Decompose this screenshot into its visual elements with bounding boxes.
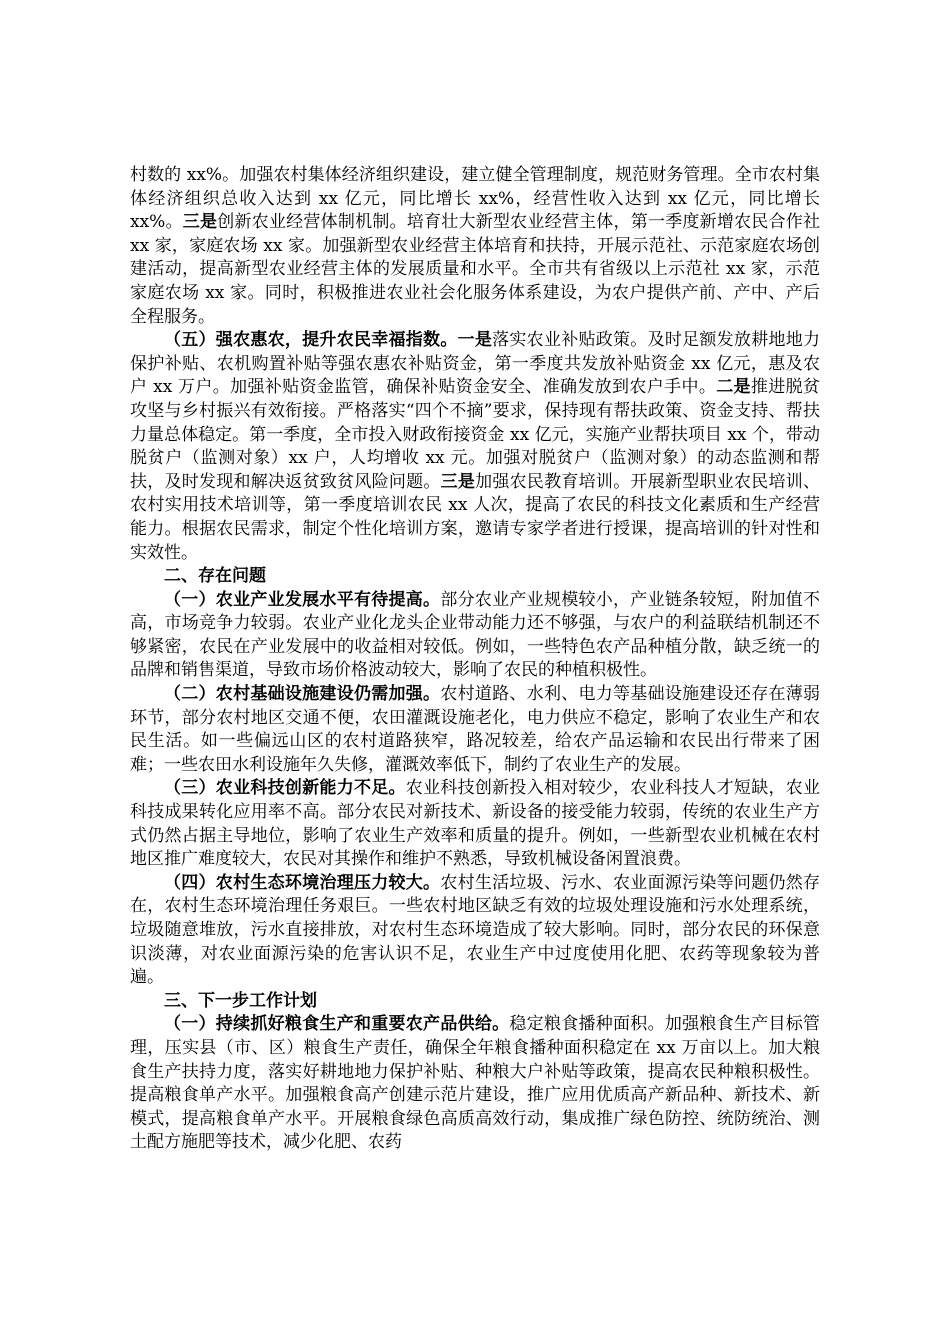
bold-marker: 三是 [182, 212, 218, 233]
paragraph-text: 农村道路、水利、电力等基础设施建设还存在薄弱环节，部分农村地区交通不便，农田灌溉设施老化，电力供应不稳定，影响了农业生产和农民生活。如一些偏远山区的农村道路狭窄，路况较差，给农产品运输和农民出行带来了困难；一些农田水利设施年久失修，灌溉效率低下，制约了农业生产的发展。 [130, 684, 821, 775]
paragraph-ecology [130, 872, 820, 990]
paragraph-collective-economy [130, 164, 820, 329]
paragraph-tech-innovation [130, 777, 820, 871]
paragraph-text: 部分农业产业规模较小，产业链条较短，附加值不高，市场竞争力较弱。农业产业化龙头企业带动能力还不够强，与农户的利益联结机制还不够紧密，农民在产业发展中的收益相对较低。例如，一些特色农产品种植分散，缺乏统一的品牌和销售渠道，导致市场价格波动较大，影响了农民的种植积极性。 [130, 589, 821, 681]
section-heading-next-plan: 三、下一步工作计划 [164, 990, 317, 1011]
bold-marker: 一是 [457, 330, 493, 351]
paragraph-text: 加强农民教育培训。开展新型职业农民培训、农村实用技术培训等，第一季度培训农民 xx 人次，提高了农民的科技文化素质和生产经营能力。根据农民需求，制定个性化培训方案，邀请专家学者进行授课，提高培训的针对性和实效性。 [130, 471, 821, 563]
section-heading-problems: 二、存在问题 [164, 566, 266, 587]
paragraph-text: 推进脱贫攻坚与乡村振兴有效衔接。严格落实“四个不摘”要求，保持现有帮扶政策、资金支持、帮扶力量总体稳定。第一季度，全市投入财政衔接资金 xx 亿元，实施产业帮扶项目 xx 个，带动脱贫户（监测对象）xx 户，人均增收 xx 元。加强对脱贫户（监测对象）的动态监测和帮扶，及时发现和解决返贫致贫风险问题。 [130, 377, 820, 492]
paragraph-infrastructure [130, 683, 820, 777]
subsection-heading: （二）农村基础设施建设仍需加强。 [164, 684, 441, 705]
paragraph-text: 村数的 xx%。加强农村集体经济组织建设，建立健全管理制度，规范财务管理。全市农村集体经济组织总收入达到 xx 亿元，同比增长 xx%，经营性收入达到 xx 亿元，同比增长 xx%。 [130, 165, 820, 233]
subsection-heading: （一）持续抓好粮食生产和重要农产品供给。 [164, 1014, 510, 1035]
document-page [130, 164, 820, 1155]
paragraph-text: 创新农业经营体制机制。培育壮大新型农业经营主体，第一季度新增农民合作社 xx 家，家庭农场 xx 家。加强新型农业经营主体培育和扶持，开展示范社、示范家庭农场创建活动，提高新型农业经营主体的发展质量和水平。全市共有省级以上示范社 xx 家，示范家庭农场 xx 家。同时，积极推进农业社会化服务体系建设，为农户提供产前、产中、产后全程服务。 [130, 212, 821, 327]
bold-marker: 二是 [716, 377, 751, 398]
paragraph-strengthen-farmers [130, 329, 820, 565]
subsection-heading: （三）农业科技创新能力不足。 [164, 778, 406, 799]
bold-marker: 三是 [440, 471, 476, 492]
paragraph-text: 稳定粮食播种面积。加强粮食生产目标管理，压实县（市、区）粮食生产责任，确保全年粮食播种面积稳定在 xx 万亩以上。加大粮食生产扶持力度，落实好耕地地力保护补贴、种粮大户补贴等政策，提高农民种粮积极性。提高粮食单产水平。加强粮食高产创建示范片建设，推广应用优质高产新品种、新技术、新模式，提高粮食单产水平。开展粮食绿色高质高效行动，集成推广绿色防控、统防统治、测土配方施肥等技术，减少化肥、农药 [130, 1014, 821, 1153]
paragraph-grain-production [130, 1013, 820, 1155]
subsection-heading: （四）农村生态环境治理压力较大。 [164, 872, 441, 893]
subsection-heading: （一）农业产业发展水平有待提高。 [164, 589, 441, 610]
paragraph-text: 农村生活垃圾、污水、农业面源污染等问题仍然存在，农村生态环境治理任务艰巨。一些农村地区缺乏有效的垃圾处理设施和污水处理系统，垃圾随意堆放，污水直接排放，对农村生态环境造成了较大影响。同时，部分农民的环保意识淡薄，对农业面源污染的危害认识不足，农业生产中过度使用化肥、农药等现象较为普遍。 [130, 872, 821, 988]
paragraph-text: 农业科技创新投入相对较少，农业科技人才短缺，农业科技成果转化应用率不高。部分农民对新技术、新设备的接受能力较弱，传统的农业生产方式仍然占据主导地位，影响了农业生产效率和质量的提升。例如，一些新型农业机械在农村地区推广难度较大，农民对其操作和维护不熟悉，导致机械设备闲置浪费。 [130, 778, 821, 870]
paragraph-text: 落实农业补贴政策。及时足额发放耕地地力保护补贴、农机购置补贴等强农惠农补贴资金，第一季度共发放补贴资金 xx 亿元，惠及农户 xx 万户。加强补贴资金监管，确保补贴资金安全、准确发放到农户手中。 [130, 330, 821, 398]
paragraph-industry-level [130, 589, 820, 683]
subsection-heading: （五）强农惠农，提升农民幸福指数。 [164, 330, 458, 351]
